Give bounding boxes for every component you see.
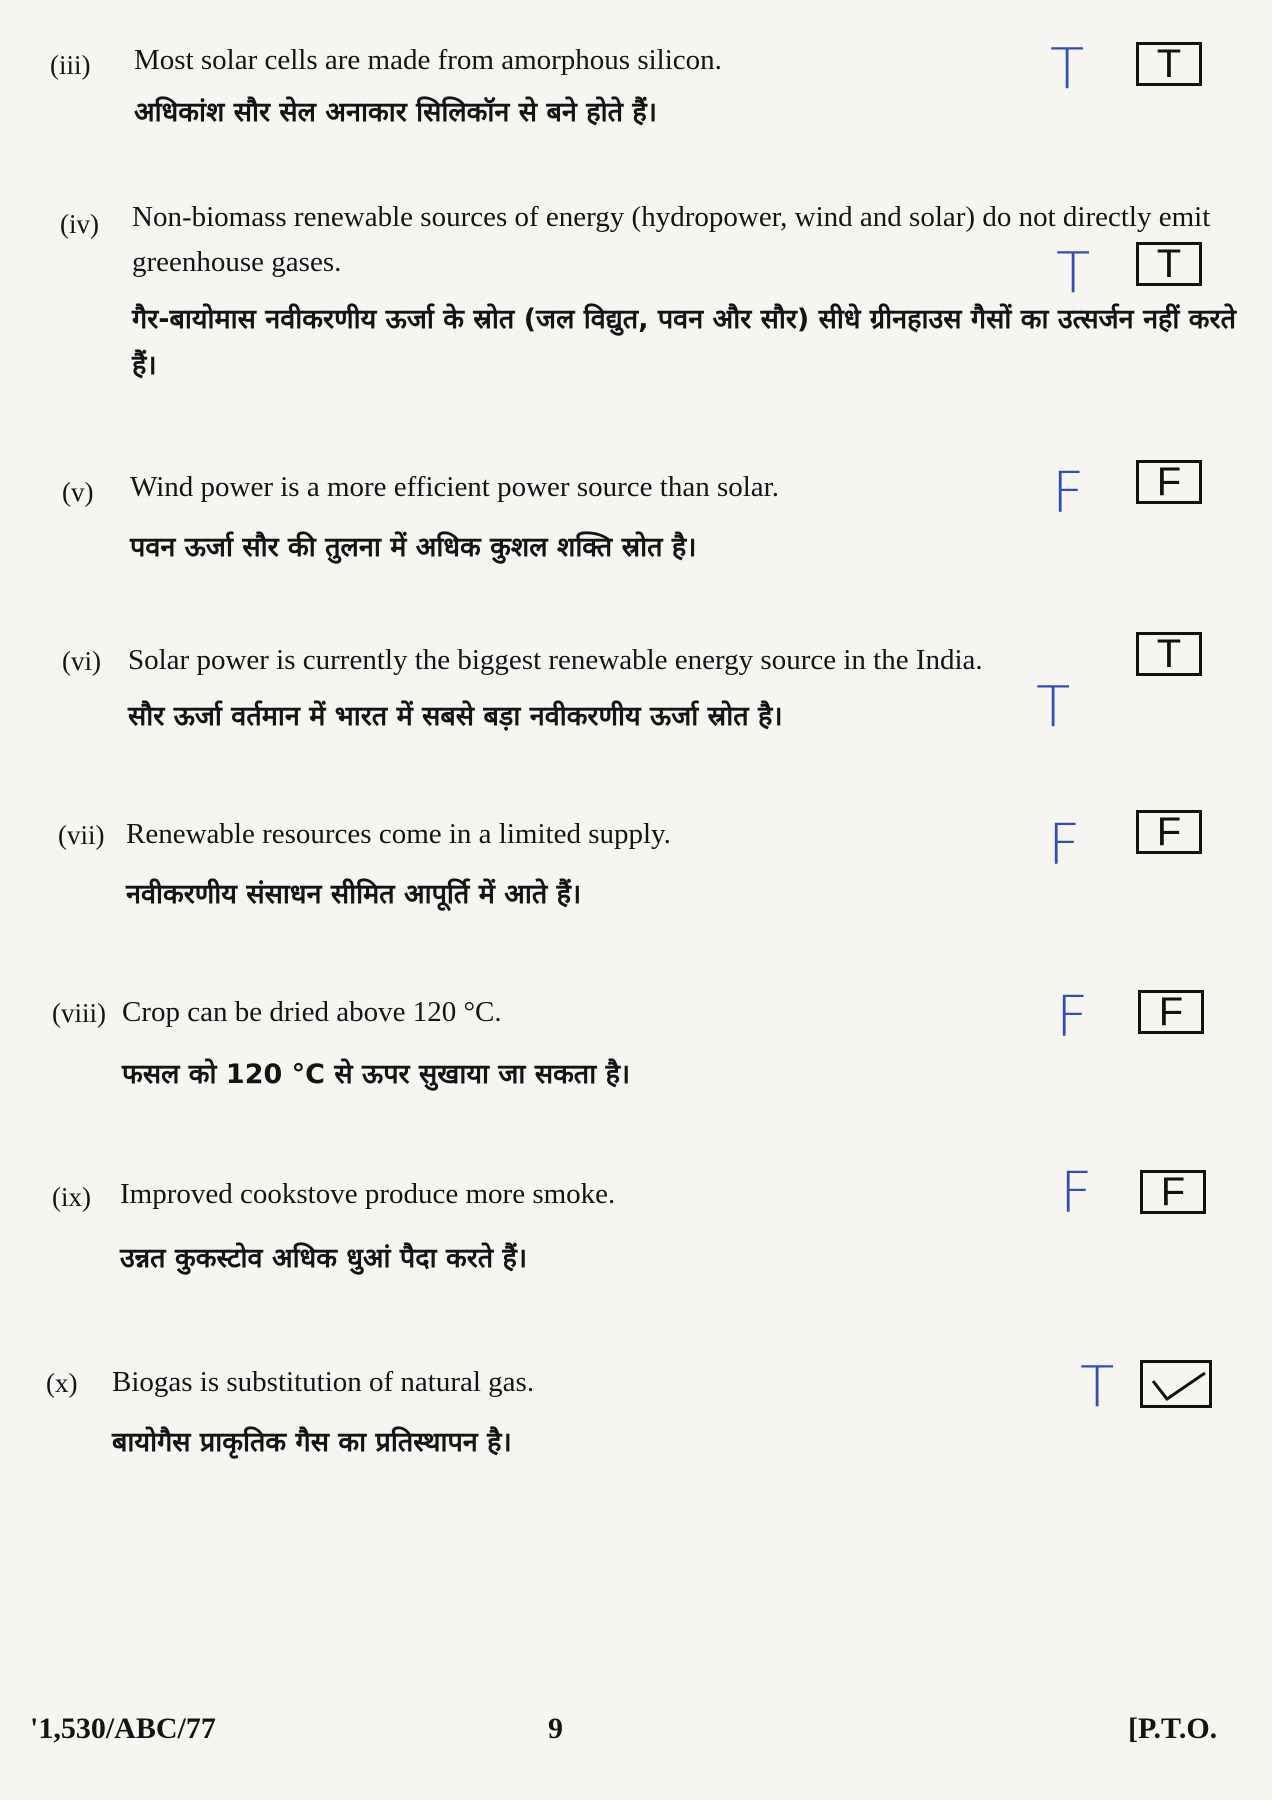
question-number: (ix) (52, 1182, 91, 1212)
question-x (46, 1355, 1230, 1480)
question-text-hindi: बायोगैस प्राकृतिक गैस का प्रतिस्थापन है। (112, 1427, 512, 1458)
answer-box: F (1138, 990, 1204, 1034)
answer-box: F (1140, 1170, 1206, 1214)
question-text-hindi: गैर-बायोमास नवीकरणीय ऊर्जा के स्रोत (जल विद्युत, पवन और सौर) सीधे ग्रीनहाउस गैसों का उत्सर्जन नहीं करते हैं। (132, 304, 1236, 381)
question-text-hindi: पवन ऊर्जा सौर की तुलना में अधिक कुशल शक्ति स्रोत है। (130, 532, 697, 563)
pto-label: [P.T.O. (1128, 1712, 1218, 1745)
question-number: (viii) (52, 998, 106, 1028)
answer-box: F (1136, 810, 1202, 854)
page-number: 9 (548, 1712, 563, 1745)
question-text-english: Most solar cells are made from amorphous silicon. (134, 44, 722, 76)
question-iv (50, 195, 1236, 395)
answer-box: F (1136, 460, 1202, 504)
question-ix (50, 1172, 1230, 1292)
question-number: (x) (46, 1368, 78, 1398)
handwritten-answer-mark: F (1052, 461, 1085, 526)
handwritten-answer-mark: F (1048, 813, 1081, 878)
question-number: (iii) (50, 50, 91, 80)
question-text-english: Renewable resources come in a limited supply. (126, 818, 671, 850)
answer-box: T (1136, 632, 1202, 676)
question-text-english: Crop can be dried above 120 °C. (122, 996, 502, 1028)
question-text-english: Biogas is substitution of natural gas. (112, 1366, 535, 1398)
handwritten-answer-mark: T (1036, 675, 1071, 740)
handwritten-answer-mark: T (1080, 1355, 1115, 1420)
question-text-english: Wind power is a more efficient power source than solar. (130, 471, 779, 503)
question-viii (50, 985, 1230, 1110)
question-text-hindi: उन्नत कुकस्टोव अधिक धुआं पैदा करते हैं। (120, 1243, 528, 1274)
answer-box: T (1136, 42, 1202, 86)
handwritten-answer-mark: T (1050, 37, 1085, 102)
question-number: (iv) (60, 209, 99, 239)
question-text-hindi: सौर ऊर्जा वर्तमान में भारत में सबसे बड़ा नवीकरणीय ऊर्जा स्रोत है। (128, 701, 783, 732)
handwritten-answer-mark: T (1056, 241, 1091, 306)
checkmark-icon (1149, 1367, 1209, 1405)
question-text-english: Improved cookstove produce more smoke. (120, 1178, 616, 1210)
question-text-hindi: फसल को 120 °C से ऊपर सुखाया जा सकता है। (122, 1059, 631, 1090)
question-number: (vi) (62, 646, 101, 676)
question-text-hindi: नवीकरणीय संसाधन सीमित आपूर्ति में आते हैं। (126, 879, 582, 910)
question-text-english: Solar power is currently the biggest renewable energy source in the India. (128, 644, 983, 676)
question-number: (vii) (58, 820, 105, 850)
question-text-hindi: अधिकांश सौर सेल अनाकार सिलिकॉन से बने होते हैं। (134, 97, 657, 128)
question-number: (v) (62, 477, 94, 507)
paper-code: '1,530/ABC/77 (30, 1712, 216, 1745)
question-text-english: Non-biomass renewable sources of energy (hydropower, wind and solar) do not directly emit greenhouse gases. (132, 201, 1211, 278)
answer-box (1140, 1360, 1212, 1408)
handwritten-answer-mark: F (1056, 985, 1089, 1050)
handwritten-answer-mark: F (1060, 1161, 1093, 1226)
answer-box: T (1136, 242, 1202, 286)
